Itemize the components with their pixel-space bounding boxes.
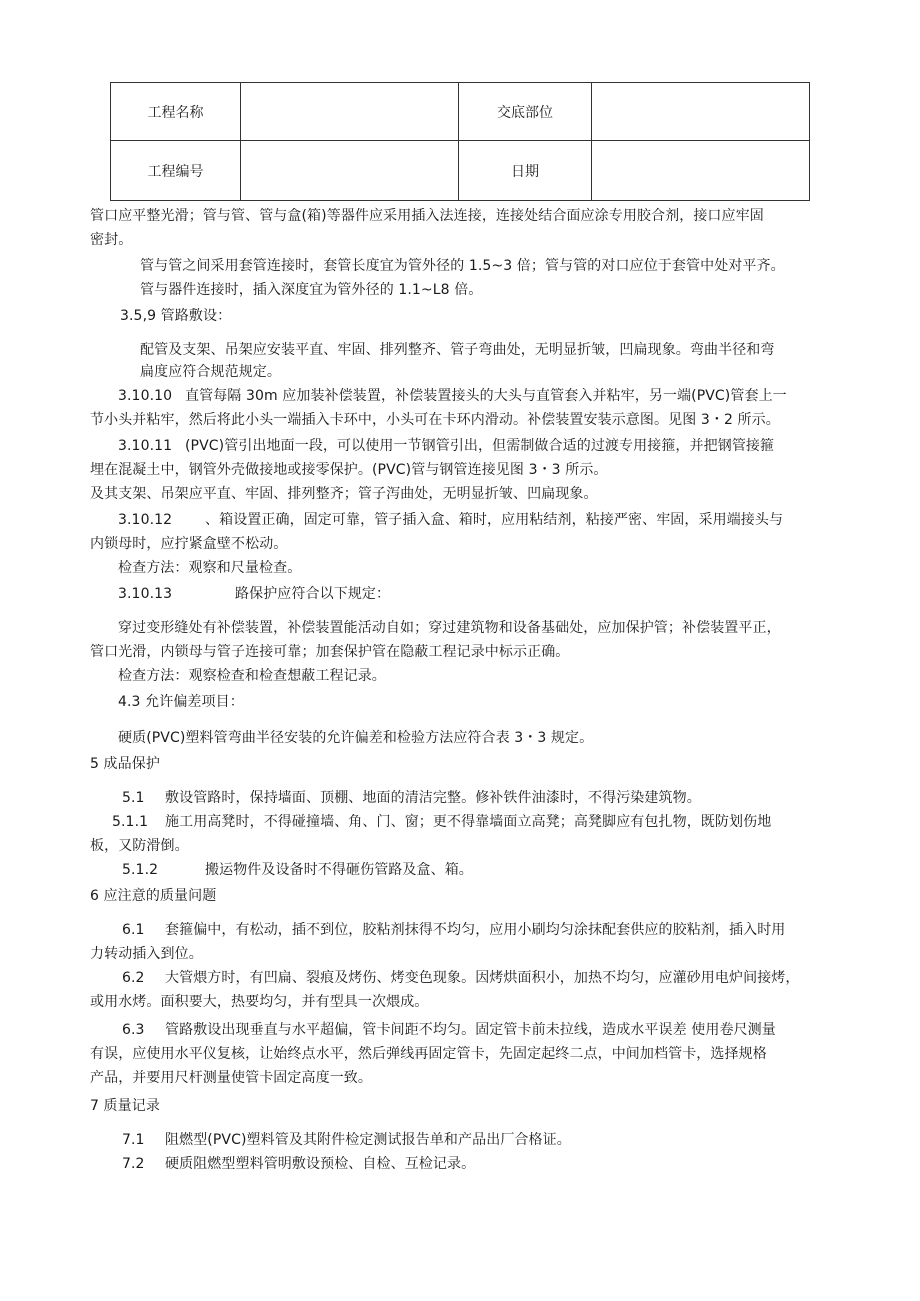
clause-number: 7.2 bbox=[122, 1156, 145, 1172]
body-line: 配管及支架、吊架应安装平直、牢固、排列整齐、管子弯曲处，无明显折皱，凹扁现象。弯曲半径和弯 bbox=[140, 342, 775, 358]
body-line: 直管每隔 30m 应加装补偿装置，补偿装置接头的大头与直管套入并粘牢，另一端(PVC)管套上一 bbox=[185, 388, 787, 404]
body-line: 硬质阻燃型塑料管明敷设预检、自检、互检记录。 bbox=[165, 1156, 476, 1172]
project-name-label: 工程名称 bbox=[111, 83, 241, 141]
body-line: 产品，并要用尺杆测量使管卡固定高度一致。 bbox=[90, 1070, 372, 1086]
handover-location-label: 交底部位 bbox=[459, 83, 592, 141]
clause-number: 3.10.13 bbox=[118, 586, 173, 602]
body-line: 及其支架、吊架应平直、牢固、排列整齐；管子泻曲处，无明显折皱、凹扁现象。 bbox=[90, 486, 598, 502]
clause-number: 3.10.11 bbox=[118, 438, 173, 454]
section-heading: 3.5,9 管路敷设： bbox=[120, 308, 232, 324]
body-line: 有误，应使用水平仪复核，让始终点水平，然后弹线再固定管卡，先固定起终二点，中间加档管卡，选择规格 bbox=[90, 1046, 767, 1062]
body-line: 力转动插入到位。 bbox=[90, 946, 203, 962]
body-line: 管口应平整光滑；管与管、管与盒(箱)等器件应采用插入法连接，连接处结合面应涂专用胶合剂，接口应牢固 bbox=[90, 208, 764, 224]
body-line: 施工用高凳时，不得碰撞墙、角、门、窗；更不得靠墙面立高凳；高凳脚应有包扎物，既防划伤地 bbox=[165, 814, 772, 830]
body-line: 检查方法：观察检查和检查想蔽工程记录。 bbox=[118, 668, 386, 684]
body-line: 节小头并粘牢，然后将此小头一端插入卡环中，小头可在卡环内滑动。补偿装置安装示意图。见图 3・2 所示。 bbox=[90, 412, 780, 428]
clause-number: 7.1 bbox=[122, 1132, 145, 1148]
project-name-value bbox=[241, 83, 459, 141]
section-heading: 6 应注意的质量问题 bbox=[90, 888, 217, 904]
clause-number: 3.10.10 bbox=[118, 388, 173, 404]
clause-number: 3.10.12 bbox=[118, 512, 173, 528]
clause-number: 5.1.2 bbox=[122, 862, 159, 878]
clause-number: 5.1.1 bbox=[112, 814, 149, 830]
table-row bbox=[111, 83, 810, 141]
date-label: 日期 bbox=[459, 141, 592, 201]
handover-location-value bbox=[592, 83, 810, 141]
clause-number: 6.2 bbox=[122, 970, 145, 986]
body-line: 硬质(PVC)塑料管弯曲半径安装的允许偏差和检验方法应符合表 3・3 规定。 bbox=[118, 730, 594, 746]
body-line: 埋在混凝土中，钢管外壳做接地或接零保护。(PVC)管与钢管连接见图 3・3 所示。 bbox=[90, 462, 608, 478]
clause-number: 5.1 bbox=[122, 790, 145, 806]
project-info-table bbox=[110, 82, 810, 201]
body-line: 大管煨方时，有凹扁、裂痕及烤伤、烤变色现象。因烤烘面积小，加热不均匀，应灌砂用电炉间接烤， bbox=[165, 970, 800, 986]
date-value bbox=[592, 141, 810, 201]
body-line: 内锁母时，应拧紧盒壁不松动。 bbox=[90, 536, 288, 552]
section-heading: 7 质量记录 bbox=[90, 1098, 160, 1114]
body-line: 板，又防滑倒。 bbox=[90, 838, 189, 854]
body-line: (PVC)管引出地面一段，可以使用一节钢管引出，但需制做合适的过渡专用接箍，并把钢管接箍 bbox=[185, 438, 775, 454]
body-line: 扁度应符合规范规定。 bbox=[140, 364, 281, 380]
body-line: 敷设管路时，保持墙面、顶棚、地面的清洁完整。修补铁件油漆时，不得污染建筑物。 bbox=[165, 790, 701, 806]
body-line: 阻燃型(PVC)塑料管及其附件检定测试报告单和产品出厂合格证。 bbox=[165, 1132, 571, 1148]
body-line: 管与管之间采用套管连接时，套管长度宜为管外径的 1.5~3 倍；管与管的对口应位于套管中处对平齐。 bbox=[140, 258, 785, 274]
body-line: 管路敷设出现垂直与水平超偏，管卡间距不均匀。固定管卡前未拉线，造成水平误差 使用卷尺测量 bbox=[165, 1022, 776, 1038]
body-line: 密封。 bbox=[90, 232, 133, 248]
body-line: 检查方法：观察和尺量检查。 bbox=[118, 560, 302, 576]
body-line: 路保护应符合以下规定： bbox=[235, 586, 391, 602]
body-line: 管与器件连接时，插入深度宜为管外径的 1.1~L8 倍。 bbox=[140, 282, 483, 298]
body-line: 套箍偏中，有松动，插不到位，胶粘剂抹得不均匀，应用小刷均匀涂抹配套供应的胶粘剂，插入时用 bbox=[165, 922, 786, 938]
clause-number: 6.3 bbox=[122, 1022, 145, 1038]
body-line: 、箱设置正确，固定可靠，管子插入盒、箱时，应用粘结剂，粘接严密、牢固，采用端接头与 bbox=[205, 512, 784, 528]
project-number-label: 工程编号 bbox=[111, 141, 241, 201]
section-heading: 4.3 允许偏差项目： bbox=[118, 694, 244, 710]
body-line: 穿过变形缝处有补偿装置，补偿装置能活动自如；穿过建筑物和设备基础处，应加保护管；补偿装置平正， bbox=[118, 620, 781, 636]
clause-number: 6.1 bbox=[122, 922, 145, 938]
section-heading: 5 成品保护 bbox=[90, 756, 160, 772]
body-line: 或用水烤。面积要大，热要均匀，并有型具一次煨成。 bbox=[90, 994, 429, 1010]
body-line: 管口光滑，内锁母与管子连接可靠；加套保护管在隐蔽工程记录中标示正确。 bbox=[90, 644, 570, 660]
body-line: 搬运物件及设备时不得砸伤管路及盒、箱。 bbox=[205, 862, 473, 878]
table-row bbox=[111, 141, 810, 201]
project-number-value bbox=[241, 141, 459, 201]
